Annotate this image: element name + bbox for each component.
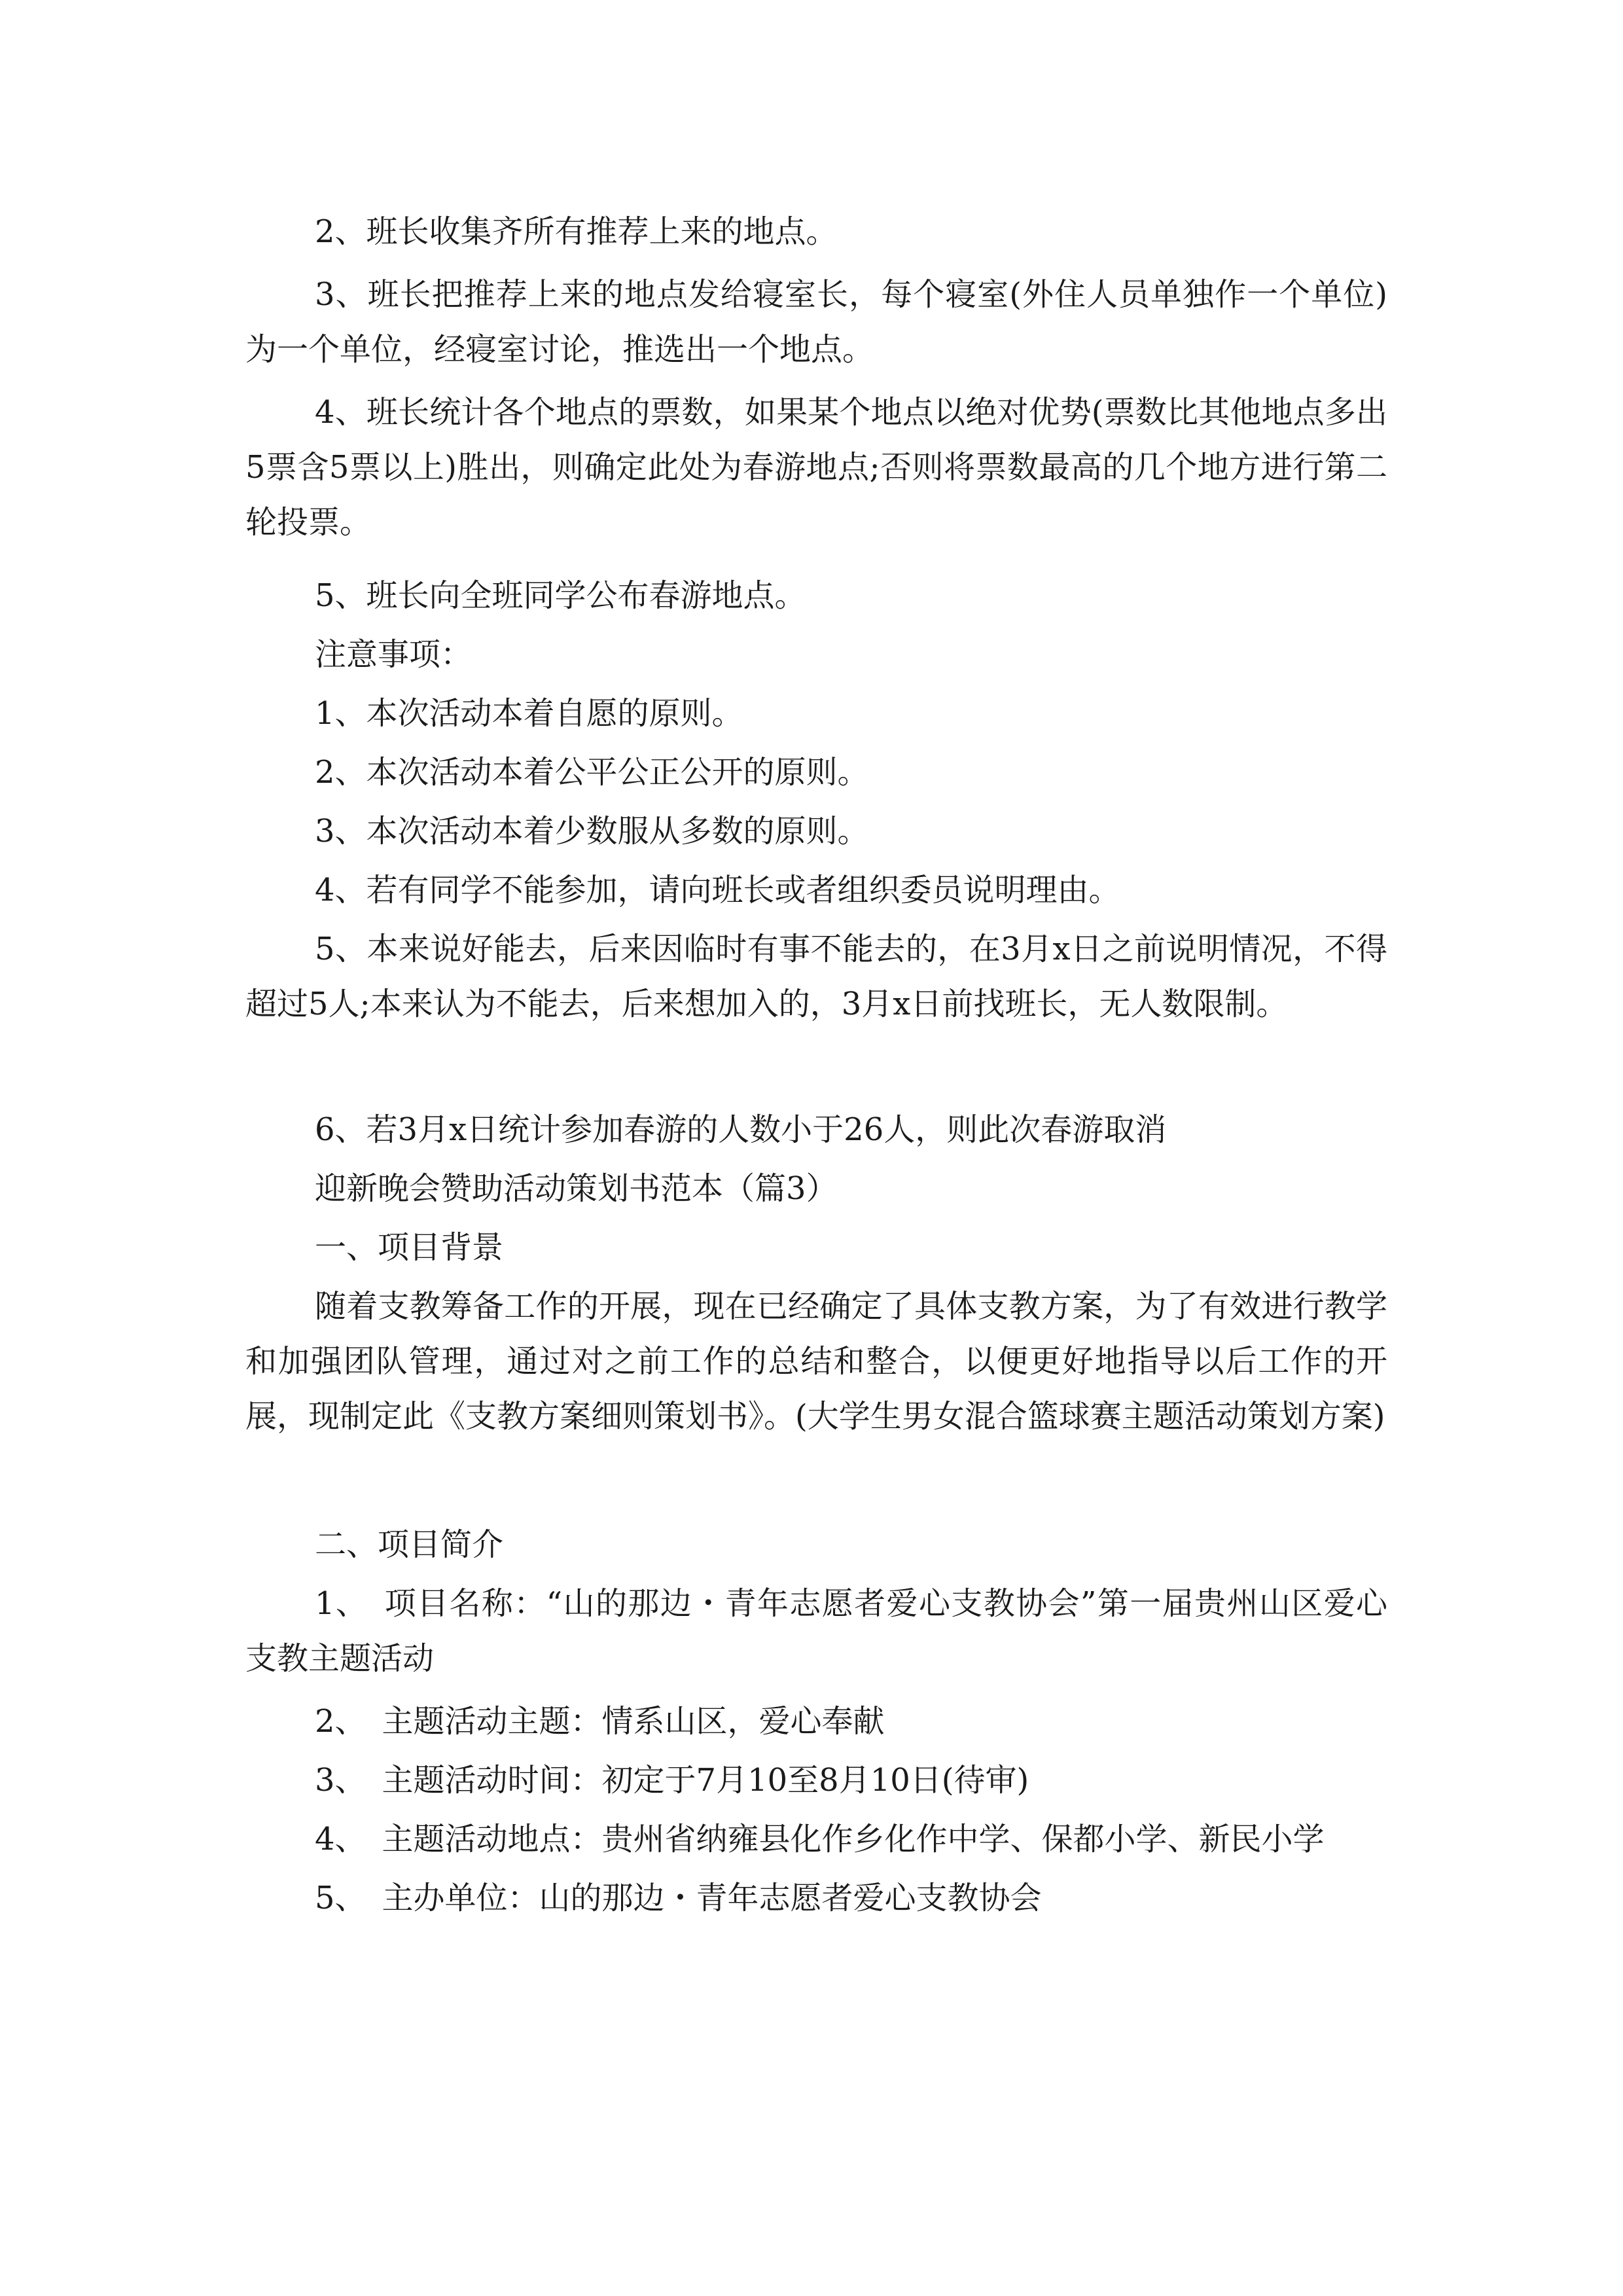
section-heading-notes: 注意事项： xyxy=(315,636,473,673)
paragraph-note-6: 6、若3月x日统计参加春游的人数小于26人，则此次春游取消 xyxy=(315,1111,1167,1148)
paragraph-location: 4、 主题活动地点：贵州省纳雍县化作乡化作中学、保都小学、新民小学 xyxy=(315,1821,1325,1857)
paragraph-project-name: 1、 项目名称：“山的那边・青年志愿者爱心支教协会”第一届贵州山区爱心支教主题活动 xyxy=(245,1585,1387,1677)
paragraph-note-4: 4、若有同学不能参加，请向班长或者组织委员说明理由。 xyxy=(315,872,1120,908)
section-heading-summary: 二、项目简介 xyxy=(315,1526,504,1563)
paragraph-theme: 2、 主题活动主题：情系山区，爱心奉献 xyxy=(315,1703,885,1740)
paragraph-background: 随着支教筹备工作的开展，现在已经确定了具体支教方案，为了有效进行教学和加强团队管理，通过对之前工作的总结和整合，以便更好地指导以后工作的开展，现制定此《支教方案细则策划书》。(大学生男女混合篮球赛主题活动策划方案) xyxy=(245,1288,1387,1435)
paragraph-note-2: 2、本次活动本着公平公正公开的原则。 xyxy=(315,754,869,791)
paragraph-step-3: 3、班长把推荐上来的地点发给寝室长，每个寝室(外住人员单独作一个单位)为一个单位，经寝室讨论，推选出一个地点。 xyxy=(245,276,1387,368)
paragraph-organizer: 5、 主办单位：山的那边・青年志愿者爱心支教协会 xyxy=(315,1880,1042,1916)
paragraph-step-5: 5、班长向全班同学公布春游地点。 xyxy=(315,577,806,614)
paragraph-note-5: 5、本来说好能去，后来因临时有事不能去的，在3月x日之前说明情况，不得超过5人;本来认为不能去，后来想加入的，3月x日前找班长，无人数限制。 xyxy=(245,931,1387,1022)
section-heading-background: 一、项目背景 xyxy=(315,1229,504,1266)
paragraph-step-4: 4、班长统计各个地点的票数，如果某个地点以绝对优势(票数比其他地点多出5票含5票以上)胜出，则确定此处为春游地点;否则将票数最高的几个地方进行第二轮投票。 xyxy=(245,394,1387,541)
paragraph-time: 3、 主题活动时间：初定于7月10至8月10日(待审) xyxy=(315,1762,1029,1799)
article-title: 迎新晚会赞助活动策划书范本（篇3） xyxy=(315,1170,838,1207)
paragraph-note-1: 1、本次活动本着自愿的原则。 xyxy=(315,695,743,732)
paragraph-step-2: 2、班长收集齐所有推荐上来的地点。 xyxy=(315,213,838,250)
paragraph-note-3: 3、本次活动本着少数服从多数的原则。 xyxy=(315,813,869,850)
